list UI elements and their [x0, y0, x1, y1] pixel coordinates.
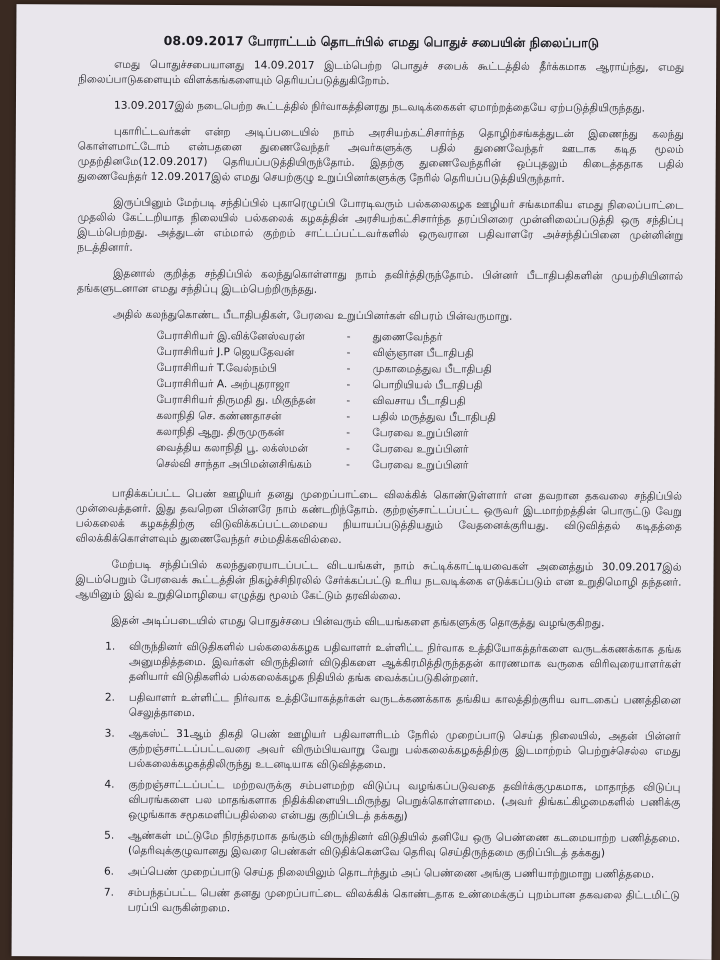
list-number: 2. — [104, 691, 116, 704]
list-item-text: ஆகஸ்ட் 31ஆம் திகதி பெண் ஊழியர் பதிவாளரிடம் நேரில் முறைப்பாடு செய்த நிலையில், அதன் பின்னர் குற்றஞ்சாட்டப்பட்டவரை அவர் விரும்பியவாறு வேறு பல்கலைக்கழகத்திற்கு இடமாற்றம் பெற்றுச்செல்ல எமது பல்கலைக்கழகத்திலிருந்து உடனடியாக விடுவித்தமை. — [128, 727, 681, 772]
paragraph: 13.09.2017இல் நடைபெற்ற கூட்டத்தில் நிர்வாகத்தினரது நடவடிக்கைகள் ஏமாற்றத்தையே ஏற்படுத்தியிருந்தது. — [113, 99, 646, 115]
attendee-name: செல்வி சாந்தா அபிமன்னசிங்கம் — [156, 457, 312, 471]
list-item — [104, 778, 681, 826]
paragraph: இருப்பினும் மேற்படி சந்திப்பில் புகாரெழுப்பி போரடிவரும் பல்கலைகழக ஊழியர் சங்கமாகிய எமது நிலைப்பாட்டை முதலில் கேட்டறியாத நிலையில் பல்கலைக் கழகத்தின் அரசியற்கட்சிசார்ந்த தரப்பினரை முன்னிலைப்படுத்தி ஒரு சந்திப்பு இடம்பெற்றது. அத்துடன் எம்மால் குற்றம் சாட்டப்பட்டவர்களில் ஒருவரான பதிவாளரே அச்சந்திப்பினை முன்னின்று நடத்தினார். — [77, 196, 684, 254]
attendee-role: பொறியியல் பீடாதிபதி — [372, 379, 483, 392]
list-number: 6. — [103, 865, 115, 878]
paragraph: புகாரிட்டவர்கள் என்ற அடிப்படையில் நாம் அரசியற்கட்சிசார்ந்த தொழிற்சங்கத்துடன் இணைந்து கலந்து கொள்ளமாட்டோம் என்பதனை துணைவேந்தர் அவர்களுக்கு பதில் துணைவேந்தர் ஊடாக கடித மூலம் முதற்தினமே(12.09.2017) தெரியப்படுத்தியிருந்தோம். இதற்கு துணைவேந்தரின் ஒப்புதலும் கிடைத்ததாக பதில் துணைவேந்தர் 12.09.2017இல் எமது செயற்குழு உறுப்பினர்களுக்கு நேரில் தெரியப்படுத்தியிருந்தார். — [77, 125, 684, 186]
separator-dash: - — [346, 442, 351, 455]
attendee-role: பேரவை உறுப்பினர் — [372, 459, 469, 472]
attendee-name: பேராசிரியர் T.வேல்நம்பி — [156, 361, 277, 375]
attendee-row — [156, 409, 496, 427]
attendee-row — [157, 361, 497, 379]
paragraph: இதனால் குறித்த சந்திப்பில் கலந்துகொள்ளாது நாம் தவிர்த்திருந்தோம். பின்னர் பீடாதிபதிகளின் முயற்சியினால் தங்களுடனான எமது சந்திப்பு இடம்பெற்றிருந்தது. — [76, 267, 684, 296]
list-number: 5. — [104, 829, 115, 842]
attendee-row — [156, 441, 496, 459]
attendee-name: கலாநிதி ஆறு. திருமுருகன் — [156, 425, 285, 439]
attendee-row — [156, 457, 496, 475]
list-number: 7. — [103, 886, 114, 899]
attendee-name: கலாநிதி செ. கண்ணதாசன் — [156, 409, 282, 423]
list-number: 3. — [104, 727, 115, 740]
attendee-list — [156, 329, 497, 475]
separator-dash: - — [346, 426, 351, 439]
list-number: 4. — [104, 778, 115, 791]
list-item — [103, 865, 680, 883]
attendee-row — [156, 377, 496, 395]
people-intro: அதில் கலந்துகொண்ட பீடாதிபதிகள், பேரவை உறுப்பினர்கள் விபரம் பின்வருமாறு. — [112, 308, 513, 323]
list-item-text: ஆண்கள் மட்டுமே நிரந்தரமாக தங்கும் விருந்தினர் விடுதியில் தனியே ஒரு பெண்ணை கடமையாற்ற பணித்தமை. (தெரிவுக்குழுவானது இவரை பெண்கள் விடுதிக்கெனவே தெரிவு செய்திருந்தமை குறிப்பிடத் தக்கது) — [128, 829, 681, 860]
numbered-list — [74, 639, 681, 918]
separator-dash: - — [346, 410, 351, 423]
list-item — [104, 727, 681, 775]
list-item-text: பதிவாளர் உள்ளிட்ட நிர்வாக உத்தியோகத்தர்கள் வருடக்கணக்காக தங்கிய காலத்திற்குரிய வாடகைப் பணத்தினை செலுத்தாமை. — [128, 691, 681, 720]
list-number: 1. — [105, 640, 116, 653]
separator-dash: - — [346, 394, 351, 407]
paragraph: இதன் அடிப்படையில் எமது பொதுச்சபை பின்வரும் விடயங்களை தங்களுக்கு தொகுத்து வழங்குகிறது. — [111, 614, 605, 630]
list-item — [104, 691, 681, 724]
paragraph: எமது பொதுச்சபையானது 14.09.2017 இடம்பெற்ற பொதுச் சபைக் கூட்டத்தில் தீர்க்கமாக ஆராய்ந்து, எமது நிலைப்பாடுகளையும் விளக்கங்களையும் தெரியப்படுத்துகிறோம். — [78, 58, 685, 88]
attendee-row — [157, 329, 497, 347]
attendee-name: பேராசிரியர் திருமதி து. மிகுந்தன் — [156, 393, 316, 407]
list-item — [103, 886, 680, 919]
separator-dash: - — [346, 378, 351, 391]
separator-dash: - — [346, 362, 351, 375]
separator-dash: - — [346, 330, 351, 343]
attendee-role: விவசாய பீடாதிபதி — [372, 395, 466, 408]
attendee-role: முகாமைத்துவ பீடாதிபதி — [372, 363, 492, 376]
attendee-name: வைத்திய கலாநிதி பூ. லக்ஸ்மன் — [156, 441, 308, 455]
attendee-role: பேரவை உறுப்பினர் — [372, 443, 469, 456]
attendee-row — [157, 345, 497, 363]
attendee-row — [156, 425, 496, 443]
attendee-role: பதில் மருத்துவ பீடாதிபதி — [372, 411, 497, 424]
paragraph: பாதிக்கப்பட்ட பெண் ஊழியர் தனது முறைப்பாட்டை விலக்கிக் கொண்டுள்ளார் என தவறான தகவலை சந்திப்பில் முன்வைத்தனர். இது தவறென பின்னரே நாம் கண்டறிந்தோம். குற்றஞ்சாட்டப்பட்ட ஒருவர் இடமாற்றத்தின் பொருட்டு வேறு பல்கலைக் கழகத்திற்கு விடுவிக்கப்பட்டமையை நியாயப்படுத்தியதும் வேதனைக்குரியது. விடுவித்தல் கடிதத்தை விலக்கிக்கொள்ளவும் துணைவேந்தர் சம்மதிக்கவில்லை. — [75, 487, 682, 546]
document-body — [12, 4, 717, 919]
attendee-role: விஞ்ஞான பீடாதிபதி — [372, 347, 474, 360]
attendee-row — [156, 393, 496, 411]
separator-dash: - — [346, 458, 350, 471]
list-item-text: குற்றஞ்சாட்டப்பட்ட மற்றவருக்கு சம்பளமற்ற விடுப்பு வழங்கப்படுவதை தவிர்க்குமுகமாக, மாதாந்த விடுப்பு விபரங்களை பல மாதங்களாக நிதிக்கிளையிடமிருந்து பெறுக்கொள்ளாமை. (அவர் திங்கட்கிழமைகளில் பணிக்கு ஒழுங்காக சமூகமளிப்பதில்லை என்பது குறிப்பிடத் தக்கது) — [128, 778, 681, 823]
list-item — [105, 640, 682, 688]
separator-dash: - — [346, 346, 351, 359]
attendee-role: துணைவேந்தர் — [372, 331, 443, 344]
document-page — [12, 4, 717, 960]
attendee-name: பேராசிரியர் A. அற்புதராஜா — [156, 377, 290, 391]
list-item-text: அப்பெண் முறைப்பாடு செய்த நிலையிலும் தொடர்ந்தும் அப் பெண்ணை அங்கு பணியாற்றுமாறு பணித்தமை. — [127, 865, 655, 881]
attendee-name: பேராசிரியர் J.P ஜெயதேவன் — [156, 345, 295, 359]
attendee-role: பேரவை உறுப்பினர் — [372, 427, 469, 440]
attendee-name: பேராசிரியர் இ.விக்னேஸ்வரன் — [156, 329, 305, 343]
document-title: 08.09.2017 போராட்டம் தொடர்பில் எமது பொதுச் சபையின் நிலைப்பாடு — [163, 32, 600, 51]
paragraph: மேற்படி சந்திப்பில் கலந்துரையாடப்பட்ட விடயங்கள், நாம் சுட்டிக்காட்டியவைகள் அனைத்தும் 30.09.2017இல் இடம்பெறும் பேரவைக் கூட்டத்தின் நிகழ்ச்சிநிரலில் சேர்க்கப்பட்டு உரிய நடவடிக்கை எடுக்கப்படும் என உறுதிமொழி தந்தனர். ஆயினும் இவ் உறுதிமொழியை எழுத்து மூலம் கேட்டும் தரவில்லை. — [75, 558, 682, 603]
list-item-text: விருந்தினர் விடுதிகளில் பல்கலைக்கழக பதிவாளர் உள்ளிட்ட நிர்வாக உத்தியோகத்தர்களை வருடக்கணக்காக தங்க அனுமதித்தமை. இவர்கள் விருந்தினர் விடுதிகளை ஆக்கிரமித்திருந்ததன் காரணமாக வருகை விரிவுரையாளர்கள் தனியார் விடுதிகளில் பல்கலைக்கழக நிதியில் தங்க வைக்கப்படுகின்றனர். — [128, 640, 682, 685]
list-item-text: சம்பந்தப்பட்ட பெண் தனது முறைப்பாட்டை விலக்கிக் கொண்டதாக உண்மைக்குப் புறம்பான தகவலை திட்டமிட்டு பரப்பி வருகின்றமை. — [127, 886, 680, 915]
list-item — [104, 829, 681, 862]
